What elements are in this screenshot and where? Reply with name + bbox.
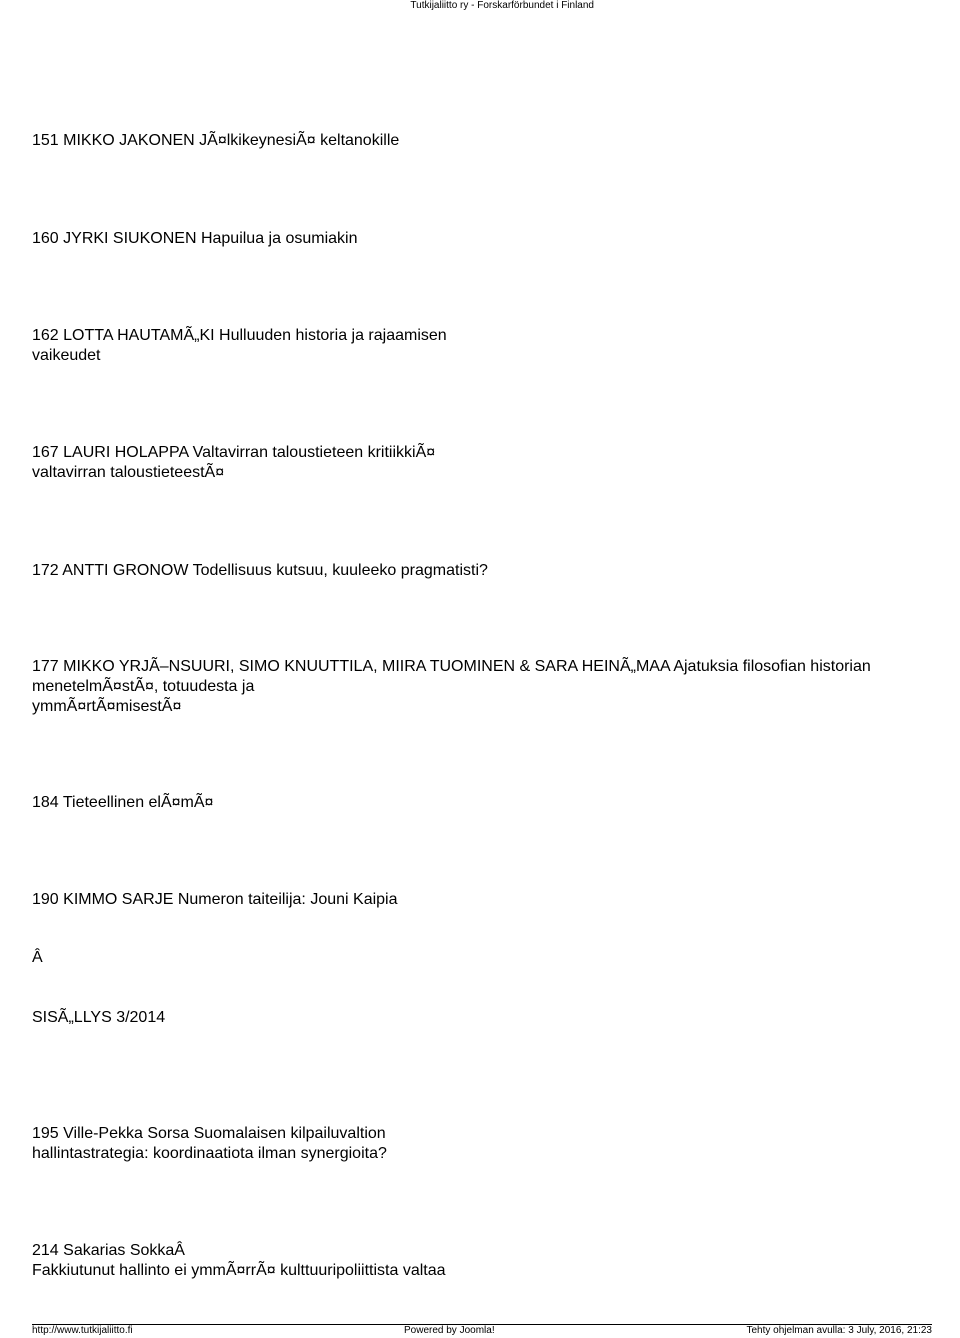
footer-url-link[interactable]: http://www.tutkijaliitto.fi: [32, 1325, 133, 1336]
toc-entry: 190 KIMMO SARJE Numeron taiteilija: Jouni Kaipia: [32, 891, 398, 908]
toc-entry: 172 ANTTI GRONOW Todellisuus kutsuu, kuuleeko pragmatisti?: [32, 562, 488, 579]
page-footer: [0, 1324, 960, 1338]
toc-entry: 184 Tieteellinen elÃ¤mÃ¤: [32, 794, 214, 811]
section-heading: SISÃ„LLYS 3/2014: [32, 1009, 166, 1026]
page-header: [0, 0, 960, 10]
toc-entry: 214 Sakarias SokkaÂ Fakkiutunut hallinto ei ymmÃ¤rrÃ¤ kulttuuripoliittista valtaa: [32, 1242, 446, 1279]
toc-entry: 162 LOTTA HAUTAMÃ„KI Hulluuden historia ja rajaamisen vaikeudet: [32, 327, 447, 364]
toc-entry: Â: [32, 949, 43, 966]
toc-entry: 195 Ville-Pekka Sorsa Suomalaisen kilpailuvaltion hallintastrategia: koordinaatiota ilman synergioita?: [32, 1125, 387, 1162]
footer-powered-by: Powered by Joomla!: [404, 1325, 495, 1336]
toc-entry: 177 MIKKO YRJÃ–NSUURI, SIMO KNUUTTILA, MIIRA TUOMINEN & SARA HEINÃ„MAA Ajatuksia filosofian historian menetelmÃ¤stÃ¤, totuudesta ja ymmÃ¤rtÃ¤misestÃ¤: [32, 658, 871, 715]
site-title: Tutkijaliitto ry - Forskarförbundet i Finland: [410, 0, 594, 11]
toc-entry: 160 JYRKI SIUKONEN Hapuilua ja osumiakin: [32, 230, 358, 247]
toc-entry: 151 MIKKO JAKONEN JÃ¤lkikeynesiÃ¤ keltanokille: [32, 132, 400, 149]
toc-entry: 167 LAURI HOLAPPA Valtavirran taloustieteen kritiikkiÃ¤ valtavirran taloustieteestÃ¤: [32, 444, 436, 481]
footer-generated-date: Tehty ohjelman avulla: 3 July, 2016, 21:23: [746, 1325, 932, 1336]
